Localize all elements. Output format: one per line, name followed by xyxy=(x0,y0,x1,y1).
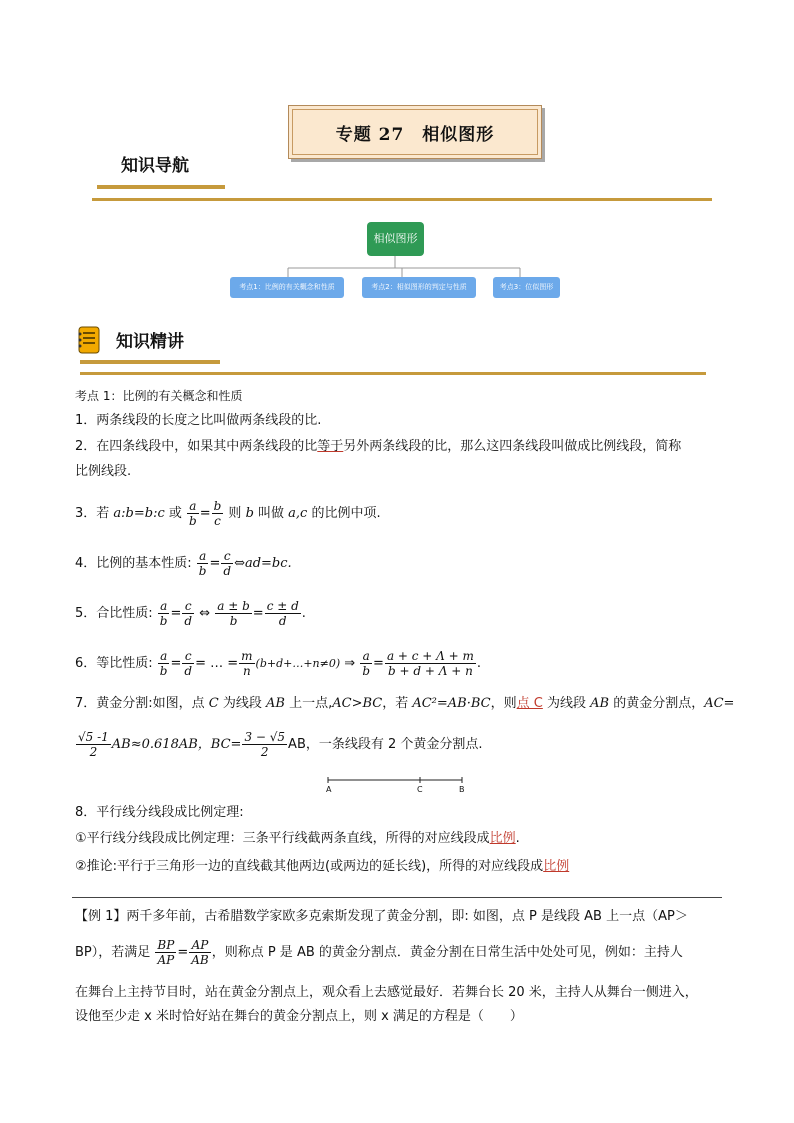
point-1: 1．两条线段的长度之比叫做两条线段的比. xyxy=(75,413,322,428)
point-8: 8．平行线分线段成比例定理: xyxy=(75,805,244,820)
example-divider xyxy=(72,897,722,898)
title-box xyxy=(288,105,542,159)
notebook-icon xyxy=(77,325,101,355)
mindmap-node-3: 考点3：位似图形 xyxy=(493,277,560,298)
example-line3: 在舞台上主持节目时，站在黄金分割点上，观众看上去感觉最好．若舞台长 20 米，主持人从舞台一侧进入， xyxy=(75,985,698,1000)
point-label-c: C xyxy=(417,785,423,794)
mindmap-root: 相似图形 xyxy=(367,222,424,256)
point-5: 5．合比性质: $\frac{a}{b}$ = $\frac{c}{d}$ ⇔ $\frac{a \pm b}{b}$ = $\frac{c \pm d}{d}$ . xyxy=(75,599,306,628)
golden-section-segment xyxy=(322,774,472,796)
point-label-b: B xyxy=(459,785,465,794)
example-line1: 【例 1】两千多年前，古希腊数学家欧多克索斯发现了黄金分割，即: 如图，点 P 是线段 AB 上一点（AP＞ xyxy=(75,909,688,924)
heading-underline xyxy=(97,185,225,189)
mindmap-connectors xyxy=(280,256,530,278)
point-7-line1: 7．黄金分割:如图，点 C 为线段 AB 上一点,AC>BC，若 AC²=AB·BC，则点 C 为线段 AB 的黄金分割点，AC= xyxy=(75,696,735,711)
topic-1-heading: 考点 1：比例的有关概念和性质 xyxy=(75,389,243,403)
point-7-line2: $\frac{√5 -1}{2}$ AB≈0.618AB，BC= $\frac{3 - √5}{2}$ AB，一条线段有 2 个黄金分割点. xyxy=(78,730,483,759)
page-title: 专题 27 相似图形 xyxy=(335,125,495,145)
point-3: 3．若 a:b=b:c 或 $\frac{a}{b}$ = $\frac{b}{c}$ 则 b 叫做 a,c 的比例中项. xyxy=(75,499,381,528)
point-4: 4．比例的基本性质: $\frac{a}{b}$ = $\frac{c}{d}$ ⇔ad=bc. xyxy=(75,549,292,578)
mindmap-node-1: 考点1：比例的有关概念和性质 xyxy=(230,277,344,298)
point-8-2: ②推论:平行于三角形一边的直线截其他两边(或两边的延长线)，所得的对应线段成比例 xyxy=(75,859,570,874)
example-line2: BP），若满足 $\frac{BP}{AP}$ = $\frac{AP}{AB}$ ，则称点 P 是 AB 的黄金分割点．黄金分割在日常生活中处处可见，例如：主持人 xyxy=(75,938,683,967)
point-8-1: ①平行线分线段成比例定理：三条平行线截两条直线，所得的对应线段成比例. xyxy=(75,831,520,846)
section-nav-heading: 知识导航 xyxy=(121,156,189,176)
section-explain-heading: 知识精讲 xyxy=(116,332,184,352)
point-6: 6．等比性质: $\frac{a}{b}$ = $\frac{c}{d}$ = … = $\frac{m}{n}$ (b+d+…+n≠0) ⇒ $\frac{a}{b}$ = $\frac{a + c + \Lambda + m}{b + d + \Lambda + n}$ . xyxy=(75,649,482,678)
point-2-line1: 2．在四条线段中，如果其中两条线段的比等于另外两条线段的比，那么这四条线段叫做成比例线段，简称 xyxy=(75,439,682,454)
divider-2 xyxy=(80,372,706,375)
example-line4: 设他至少走 x 米时恰好站在舞台的黄金分割点上，则 x 满足的方程是（ ） xyxy=(75,1009,523,1024)
heading-underline-2 xyxy=(80,360,220,364)
mindmap-node-2: 考点2：相似图形的判定与性质 xyxy=(362,277,476,298)
point-2-line2: 比例线段. xyxy=(75,464,132,479)
point-label-a: A xyxy=(326,785,332,794)
divider xyxy=(92,198,712,201)
